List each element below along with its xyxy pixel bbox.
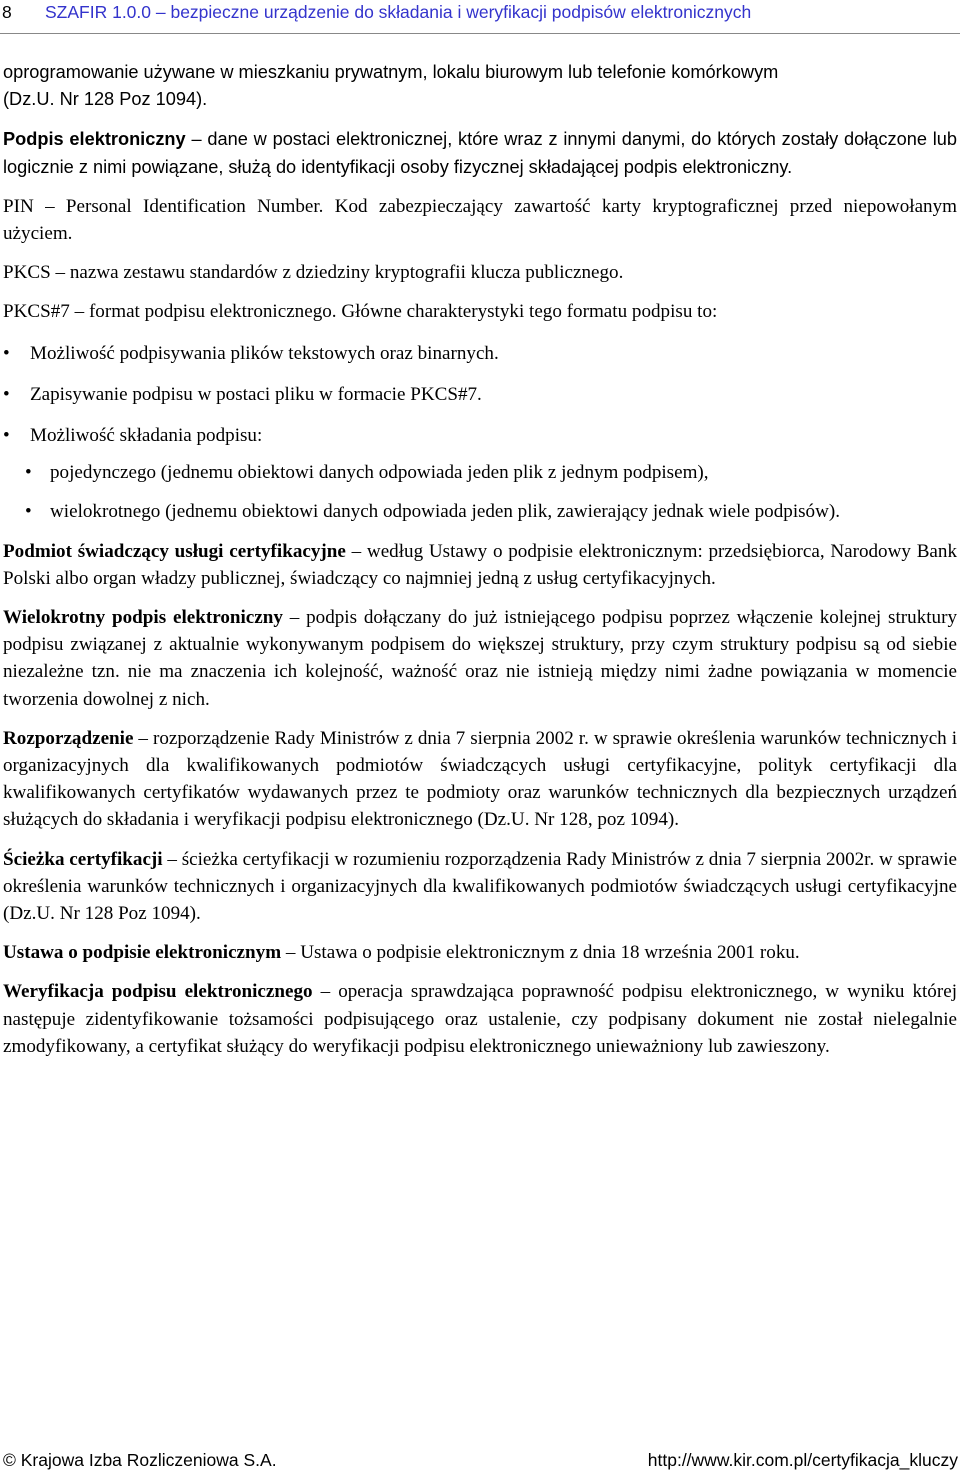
continued-line-1: oprogramowanie używane w mieszkaniu prywatnym, lokalu biurowym lub telefonie komórkowym bbox=[3, 62, 779, 82]
list-item: • wielokrotnego (jednemu obiektowi danych odpowiada jeden plik, zawierający jednak wiele podpisów). bbox=[3, 498, 957, 525]
continued-line-2: (Dz.U. Nr 128 Poz 1094). bbox=[3, 89, 208, 110]
definition-wielokrotny-podpis bbox=[3, 604, 957, 713]
definition-text: – format podpisu elektronicznego. Główne charakterystyki tego formatu podpisu to: bbox=[69, 301, 718, 323]
page-number: 8 bbox=[2, 2, 12, 22]
definition-pkcs7 bbox=[3, 298, 957, 325]
list-item: • pojedynczego (jednemu obiektowi danych odpowiada jeden plik z jednym podpisem), bbox=[3, 459, 957, 486]
definition-text: – według Ustawy o podpisie elektronicznym: przedsiębiorca, Narodowy Bank Polski albo organ władzy publicznej, świadczący co najmniej jedną z usług certyfikacyjnych. bbox=[3, 540, 957, 589]
footer-url: http://www.kir.com.pl/certyfikacja_kluczy bbox=[647, 1450, 958, 1470]
page-footer bbox=[0, 1450, 960, 1478]
term: Ścieżka certyfikacji bbox=[3, 848, 163, 870]
definition-podmiot bbox=[3, 538, 957, 592]
term: PIN bbox=[3, 195, 34, 217]
list-item: • Zapisywanie podpisu w postaci pliku w formacie PKCS#7. bbox=[3, 381, 957, 408]
definition-text: – podpis dołączany do już istniejącego podpisu poprzez włączenie kolejnej struktury podpisu związanej z aktualnie wykonywanym podpisem do większej struktury, przy czym struktury podpisu są od siebie niezależne tzn. nie ma znaczenia ich kolejność, ważność oraz nie istnieją między nimi żadne powiązania w momencie tworzenia dowolnej z nich. bbox=[3, 607, 957, 710]
term: Weryfikacja podpisu elektronicznego bbox=[3, 981, 313, 1003]
term: Ustawa o podpisie elektronicznym bbox=[3, 942, 282, 964]
definition-podpis-elektroniczny bbox=[3, 126, 957, 180]
definition-text: – rozporządzenie Rady Ministrów z dnia 7 sierpnia 2002 r. w sprawie określenia warunków technicznych i organizacyjnych dla kwalifikowanych podmiotów świadczących usługi certyfikacyjne, polityk certyfikacji dla kwalifikowanych certyfikatów wydawanych przez te podmioty oraz warunków technicznych dla bezpiecznych urządzeń służących do składania i weryfikacji podpisu elektronicznego (Dz.U. Nr 128, poz 1094). bbox=[3, 727, 957, 831]
header-divider bbox=[0, 33, 960, 34]
definition-ustawa bbox=[3, 939, 957, 966]
term: Podpis elektroniczny bbox=[3, 129, 186, 150]
footer-copyright: © Krajowa Izba Rozliczeniowa S.A. bbox=[3, 1450, 277, 1470]
separator: – bbox=[185, 129, 208, 150]
definition-text: – Ustawa o podpisie elektronicznym z dnia 18 września 2001 roku. bbox=[281, 942, 800, 964]
document-body bbox=[3, 59, 957, 1072]
definition-rozporzadzenie bbox=[3, 725, 957, 834]
definition-text: – Personal Identification Number. Kod zabezpieczający zawartość karty kryptograficznej przed niepowołanym użyciem. bbox=[3, 195, 957, 245]
header-title: SZAFIR 1.0.0 – bezpieczne urządzenie do składania i weryfikacji podpisów elektronicznych bbox=[45, 2, 752, 22]
list-item: • Możliwość podpisywania plików tekstowych oraz binarnych. bbox=[3, 340, 957, 367]
definition-weryfikacja bbox=[3, 978, 957, 1060]
term: PKCS bbox=[3, 262, 51, 284]
continued-paragraph bbox=[3, 59, 957, 113]
term: Rozporządzenie bbox=[3, 727, 134, 749]
term: PKCS#7 bbox=[3, 301, 70, 323]
definition-text: dane w postaci elektronicznej, które wraz z innymi danymi, do których zostały dołączone lub logicznie z nimi powiązane, służą do identyfikacji osoby fizycznej składającej podpis elektroniczny. bbox=[3, 129, 958, 177]
definition-pin bbox=[3, 193, 957, 247]
definition-sciezka-certyfikacji bbox=[3, 846, 957, 928]
list-item: • Możliwość składania podpisu: bbox=[3, 422, 957, 449]
term: Wielokrotny podpis elektroniczny bbox=[3, 607, 283, 629]
definition-text: – ścieżka certyfikacji w rozumieniu rozporządzenia Rady Ministrów z dnia 7 sierpnia 2002r. w sprawie określenia warunków technicznych i organizacyjnych dla kwalifikowanych podmiotów świadczących usługi certyfikacyjne (Dz.U. Nr 128 Poz 1094). bbox=[3, 848, 957, 925]
pkcs7-feature-list bbox=[3, 340, 957, 450]
definition-text: – operacja sprawdzająca poprawność podpisu elektronicznego, w wyniku której następuje zidentyfikowanie tożsamości podpisującego oraz ustalenie, czy podpisany dokument nie został nielegalnie zmodyfikowany, a certyfikat służący do weryfikacji podpisu elektronicznego unieważniony lub zawieszony. bbox=[3, 981, 957, 1057]
definition-text: – nazwa zestawu standardów z dziedziny kryptografii klucza publicznego. bbox=[50, 262, 624, 284]
term: Podmiot świadczący usługi certyfikacyjne bbox=[3, 540, 346, 562]
page-header bbox=[0, 0, 960, 30]
signature-mode-list bbox=[3, 459, 957, 525]
definition-pkcs bbox=[3, 259, 957, 286]
